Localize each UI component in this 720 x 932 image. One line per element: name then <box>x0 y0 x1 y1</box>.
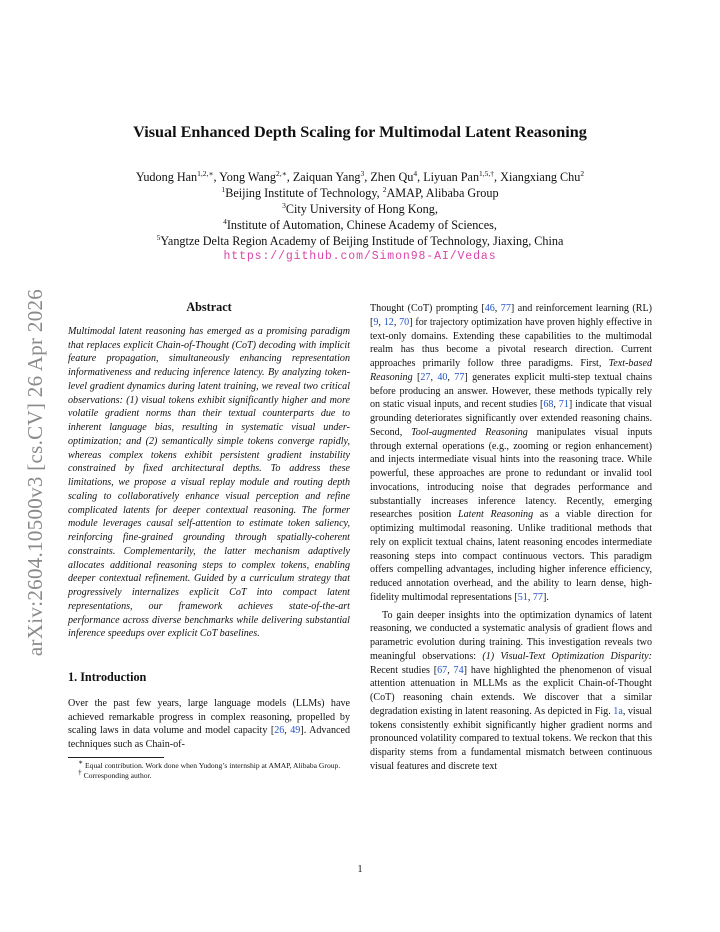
footnote-item: † Corresponding author. <box>78 767 152 780</box>
emphasis-term: Text-based Reasoning <box>370 358 652 383</box>
footnote-mark: † <box>78 767 82 777</box>
introduction-paragraph: Over the past few years, large language models (LLMs) have achieved remarkable progress in complex reasoning, propelled by scaling laws in data volume and model capacity [26, 49]. Advanced techniques such as Chain-of- <box>68 697 350 750</box>
affiliation-mark: 2 <box>382 184 387 194</box>
right-column <box>370 302 652 774</box>
footnotes <box>68 757 350 781</box>
emphasis-term: Latent Reasoning <box>458 509 534 521</box>
affiliation-line: $^1$Beijing Institute of Technology, $^2$AMAP, Alibaba Group <box>221 184 499 200</box>
citation-link[interactable]: 77 <box>500 303 511 314</box>
code-repository-link[interactable]: https://github.com/Simon98-AI/Vedas <box>223 250 497 263</box>
citation-link[interactable]: 26 <box>274 725 285 737</box>
citation-link[interactable]: 77 <box>454 371 465 383</box>
citation-link[interactable]: 9 <box>373 316 379 328</box>
citation-link[interactable]: 40 <box>437 371 448 383</box>
left-column <box>68 301 350 781</box>
affiliation-line: $^4$Institute of Automation, Chinese Academy of Sciences, <box>223 216 497 232</box>
author-list: Yudong Han$^{1,2,∗}$, Yong Wang$^{2,∗}$, Zaiquan Yang$^3$, Zhen Qu$^4$, Liyuan Pan$^{1,5,\dagger}$, Xiangxiang Chu$^2$ <box>135 168 585 184</box>
paper-header <box>70 122 650 265</box>
author-affiliation-mark: 2,∗ <box>275 168 287 178</box>
citation-link[interactable]: 71 <box>558 399 569 411</box>
footnote-mark: ∗ <box>78 757 84 767</box>
citation-link[interactable]: 67 <box>437 664 448 676</box>
paper-title: Visual Enhanced Depth Scaling for Multimodal Latent Reasoning <box>133 123 587 141</box>
introduction-heading: 1. Introduction <box>68 670 147 684</box>
citation-link[interactable]: 74 <box>453 664 464 676</box>
introduction-paragraph-continued: Thought (CoT) prompting [46, 77] and reinforcement learning (RL) [9, 12, 70] for trajectory optimization have proven highly effective in text-only domains. Extending these capabilities to the multimodal realm has thus become a pivotal research direction. Current approaches primarily follow three paradigms. First, Text-based Reasoning [27, 40, 77] generates explicit multi-step textual chains before producing an answer. However, these methods typically rely on static visual inputs, and recent studies [68, 71] indicate that visual grounding deteriorates significantly over extended reasoning chains. Second, Tool-augmented Reasoning manipulates visual inputs through external operations (e.g., zooming or region enhancement) and injects intermediate visual hints into the reasoning trace. While powerful, these approaches are prone to redundant or invalid tool invocations, introducing noise that degrades performance and substantially increases inference latency. Recently, emerging researches position Latent Reasoning as a viable direction for optimizing multimodal reasoning. Unlike traditional methods that rely on explicit textual chains, latent reasoning encodes intermediate reasoning steps into compact continuous vectors. This paradigm offers compelling advantages, including higher inference efficiency, reduced annotation overhead, and the ability to learn dense, high-fidelity multimodal representations [51, 77]. <box>370 303 653 603</box>
affiliation-mark: 1 <box>221 184 226 194</box>
citation-link[interactable]: 68 <box>543 399 554 411</box>
introduction-paragraph-analysis: To gain deeper insights into the optimization dynamics of latent reasoning, we conducted a systematic analysis of gradient flows and parametric evolution during training. This investigation reveals two meaningful observations: (1) Visual-Text Optimization Disparity: Recent studies [67, 74] have highlighted the phenomenon of visual attention attenuation in MLLMs as the explicit Chain-of-Thought (CoT) reasoning chain extends. We discover that a similar degradation existing in latent reasoning. As depicted in Fig. 1a, visual tokens consistently exhibit significantly higher gradient norms and pronounced volatility compared to textual tokens. We reckon that this disparity stems from a fundamental mismatch between continuous visual features and discrete text <box>370 609 652 772</box>
author-affiliation-mark: 1,2,∗ <box>197 168 214 178</box>
emphasis-term: (1) Visual-Text Optimization Disparity: <box>482 650 652 662</box>
author-affiliation-mark: 3 <box>360 168 365 178</box>
page-number: 1 <box>357 864 363 875</box>
citation-link[interactable]: 27 <box>420 371 431 383</box>
author-affiliation-mark: 1,5,† <box>479 168 495 178</box>
affiliation-mark: 4 <box>223 216 227 226</box>
author-affiliation-mark: 2 <box>580 168 585 178</box>
citation-link[interactable]: 77 <box>532 591 543 603</box>
citation-link[interactable]: 12 <box>383 316 394 328</box>
affiliation-line: $^5$Yangtze Delta Region Academy of Beijing Institude of Technology, Jiaxing, China <box>156 232 564 248</box>
citation-link[interactable]: 46 <box>484 303 495 314</box>
footnote-item: ∗ Equal contribution. Work done when Yudong’s internship at AMAP, Alibaba Group. <box>78 757 341 770</box>
abstract-text: Multimodal latent reasoning has emerged as a promising paradigm that replaces explicit Chain-of-Thought (CoT) decoding with implicit feature propagation, simultaneously enhancing representation informativeness and reducing inference latency. By analyzing token-level gradient dynamics during latent training, we reveal two critical observations: (1) visual tokens exhibit significantly higher and more volatile gradient norms than their textual counterparts due to inherent language bias, resulting in systematic visual under-optimization; and (2) semantically simple tokens converge rapidly, whereas complex tokens exhibit persistent gradient instability constrained by fixed architectural depths. To address these limitations, we propose a visual replay module and routing depth scaling to collaboratively enhance visual perception and refine complicated latents for deeper contextual reasoning. The former module leverages causal self-attention to estimate token saliency, reinforcing fine-grained grounding through spatially-coherent constraints. Complementarily, the latter mechanism adaptively allocates additional reasoning steps to complex tokens, enabling deeper contextual refinement. Guided by a curriculum strategy that progressively internalizes explicit CoT into compact latent representations, our framework achieves state-of-the-art performance across diverse benchmarks while delivering substantial inference speedups over explicit CoT baselines. <box>68 325 350 640</box>
author-affiliation-mark: 4 <box>413 168 418 178</box>
arxiv-id-text: arXiv:2604.10500v3 [cs.CV] 26 Apr 2026 <box>23 288 48 656</box>
citation-link[interactable]: 70 <box>399 316 410 328</box>
citation-link[interactable]: 1a <box>613 705 623 717</box>
emphasis-term: Tool-augmented Reasoning <box>411 426 528 438</box>
affiliation-mark: 3 <box>282 200 286 210</box>
citation-link[interactable]: 49 <box>290 725 301 737</box>
affiliation-list <box>70 185 650 249</box>
affiliation-mark: 5 <box>156 232 161 242</box>
abstract-heading: Abstract <box>186 300 232 314</box>
arxiv-identifier <box>6 262 66 682</box>
citation-link[interactable]: 51 <box>517 591 528 603</box>
affiliation-line: $^3$City University of Hong Kong, <box>282 200 438 216</box>
